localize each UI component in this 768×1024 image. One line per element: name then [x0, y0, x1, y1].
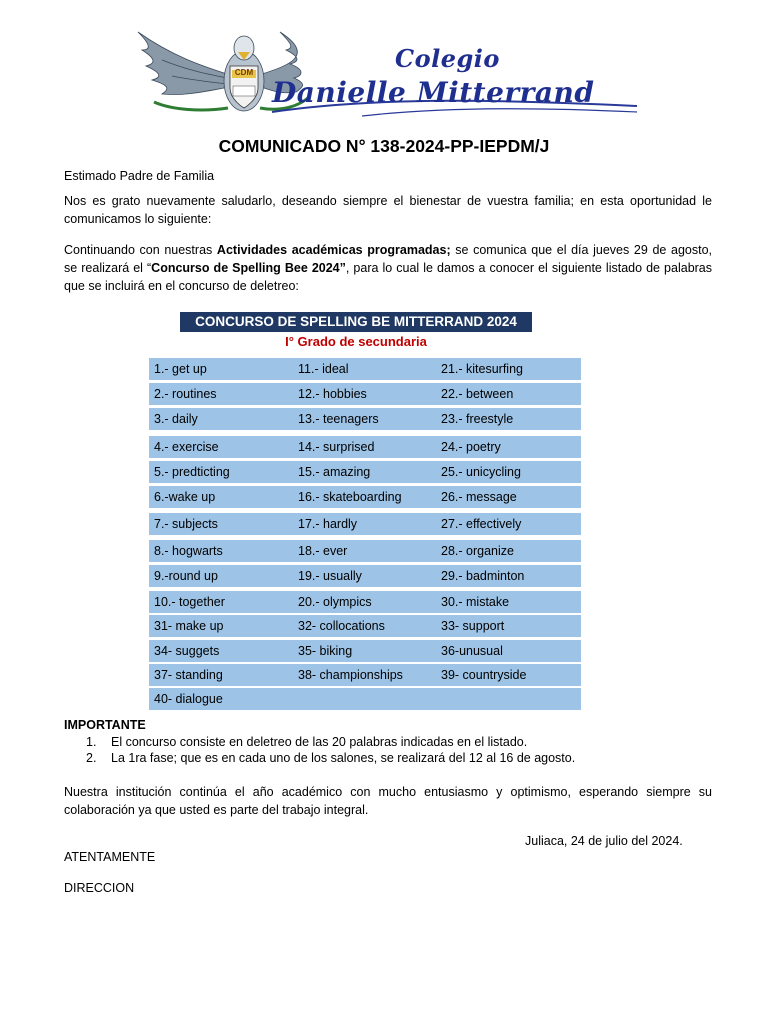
document-date: Juliaca, 24 de julio del 2024.	[525, 834, 683, 848]
table-cell: 37- standing	[154, 668, 223, 682]
announcement-bold-contest: Concurso de Spelling Bee 2024”	[151, 261, 346, 275]
table-cell: 23.- freestyle	[441, 412, 514, 426]
table-cell: 38- championships	[298, 668, 403, 682]
table-cell: 17.- hardly	[298, 517, 358, 531]
seal-text: CDM	[234, 68, 254, 77]
table-cell: 39- countryside	[441, 668, 527, 682]
table-cell: 14.- surprised	[298, 440, 375, 454]
table-cell: 7.- subjects	[154, 517, 218, 531]
table-row	[149, 383, 581, 405]
table-row	[149, 565, 581, 587]
table-cell: 16.- skateboarding	[298, 490, 402, 504]
table-cell: 34- suggets	[154, 644, 220, 658]
table-cell: 8.- hogwarts	[154, 544, 223, 558]
table-cell: 30.- mistake	[441, 595, 510, 609]
table-cell: 28.- organize	[441, 544, 514, 558]
table-cell: 6.-wake up	[154, 490, 216, 504]
table-cell: 36-unusual	[441, 644, 503, 658]
table-cell: 19.- usually	[298, 569, 362, 583]
announcement-text-c: se comunica que el día jueves 29 de agosto, se realizará el “	[64, 243, 712, 275]
table-cell: 2.- routines	[154, 387, 217, 401]
table-cell: 11.- ideal	[298, 362, 349, 376]
announcement-paragraph	[64, 241, 712, 295]
table-cell: 22.- between	[441, 387, 514, 401]
table-cell: 1.- get up	[154, 362, 207, 376]
table-row	[149, 540, 581, 562]
announcement-text-a: Continuando con nuestras	[64, 243, 217, 257]
table-cell: 15.- amazing	[298, 465, 371, 479]
table-cell: 13.- teenagers	[298, 412, 379, 426]
signature: DIRECCION	[64, 881, 135, 895]
table-cell: 21.- kitesurfing	[441, 362, 523, 376]
table-row	[149, 486, 581, 508]
intro-paragraph: Nos es grato nuevamente saludarlo, deseando siempre el bienestar de vuestra familia; en esta oportunidad le comunicamos lo siguiente:	[64, 194, 712, 226]
table-row	[149, 664, 581, 686]
greeting: Estimado Padre de Familia	[64, 169, 215, 183]
table-row	[149, 640, 581, 662]
table-row	[149, 461, 581, 483]
brand-line-2: Danielle Mitterrand	[272, 76, 595, 109]
table-row	[149, 615, 581, 637]
table-cell: 32- collocations	[298, 619, 385, 633]
table-cell: 20.- olympics	[298, 595, 372, 609]
table-cell: 12.- hobbies	[298, 387, 367, 401]
announcement-bold-activities: Actividades académicas programadas;	[216, 243, 451, 257]
important-item	[86, 751, 575, 765]
table-cell: 4.- exercise	[154, 440, 219, 454]
table-cell: 9.-round up	[154, 569, 218, 583]
salutation: ATENTAMENTE	[64, 850, 156, 864]
table-cell: 31- make up	[154, 619, 224, 633]
table-cell: 5.- predticting	[154, 465, 230, 479]
list-number: 2.	[86, 751, 97, 765]
list-text: El concurso consiste en deletreo de las 20 palabras indicadas en el listado.	[111, 735, 528, 749]
announcement-text-e: , para lo cual le damos a conocer el siguiente listado de palabras que se incluirá en el concurso de deletreo:	[64, 261, 713, 293]
important-item	[86, 735, 527, 749]
brand-line-1: Colegio	[395, 44, 500, 73]
table-cell: 10.- together	[154, 595, 225, 609]
table-cell: 18.- ever	[298, 544, 348, 558]
table-cell: 3.- daily	[154, 412, 198, 426]
word-table-subtitle: I° Grado de secundaria	[285, 334, 427, 349]
list-number: 1.	[86, 735, 97, 749]
table-cell: 25.- unicycling	[441, 465, 521, 479]
table-cell: 26.- message	[441, 490, 517, 504]
table-row	[149, 688, 581, 710]
table-cell: 29.- badminton	[441, 569, 525, 583]
table-row	[149, 408, 581, 430]
list-text: La 1ra fase; que es en cada uno de los salones, se realizará del 12 al 16 de agosto.	[111, 751, 576, 765]
word-table-title: CONCURSO DE SPELLING BE MITTERRAND 2024	[180, 312, 532, 332]
table-cell: 33- support	[441, 619, 505, 633]
closing-paragraph: Nuestra institución continúa el año académico con mucho entusiasmo y optimismo, esperando siempre su colaboración ya que usted es parte del trabajo integral.	[64, 785, 712, 817]
table-cell: 27.- effectively	[441, 517, 522, 531]
table-cell: 24.- poetry	[441, 440, 501, 454]
table-cell: 40- dialogue	[154, 692, 223, 706]
table-row	[149, 436, 581, 458]
table-row	[149, 513, 581, 535]
important-heading: IMPORTANTE	[64, 718, 146, 732]
table-row	[149, 591, 581, 613]
table-cell: 35- biking	[298, 644, 353, 658]
document-title: COMUNICADO N° 138-2024-PP-IEPDM/J	[218, 136, 550, 156]
table-row	[149, 358, 581, 380]
